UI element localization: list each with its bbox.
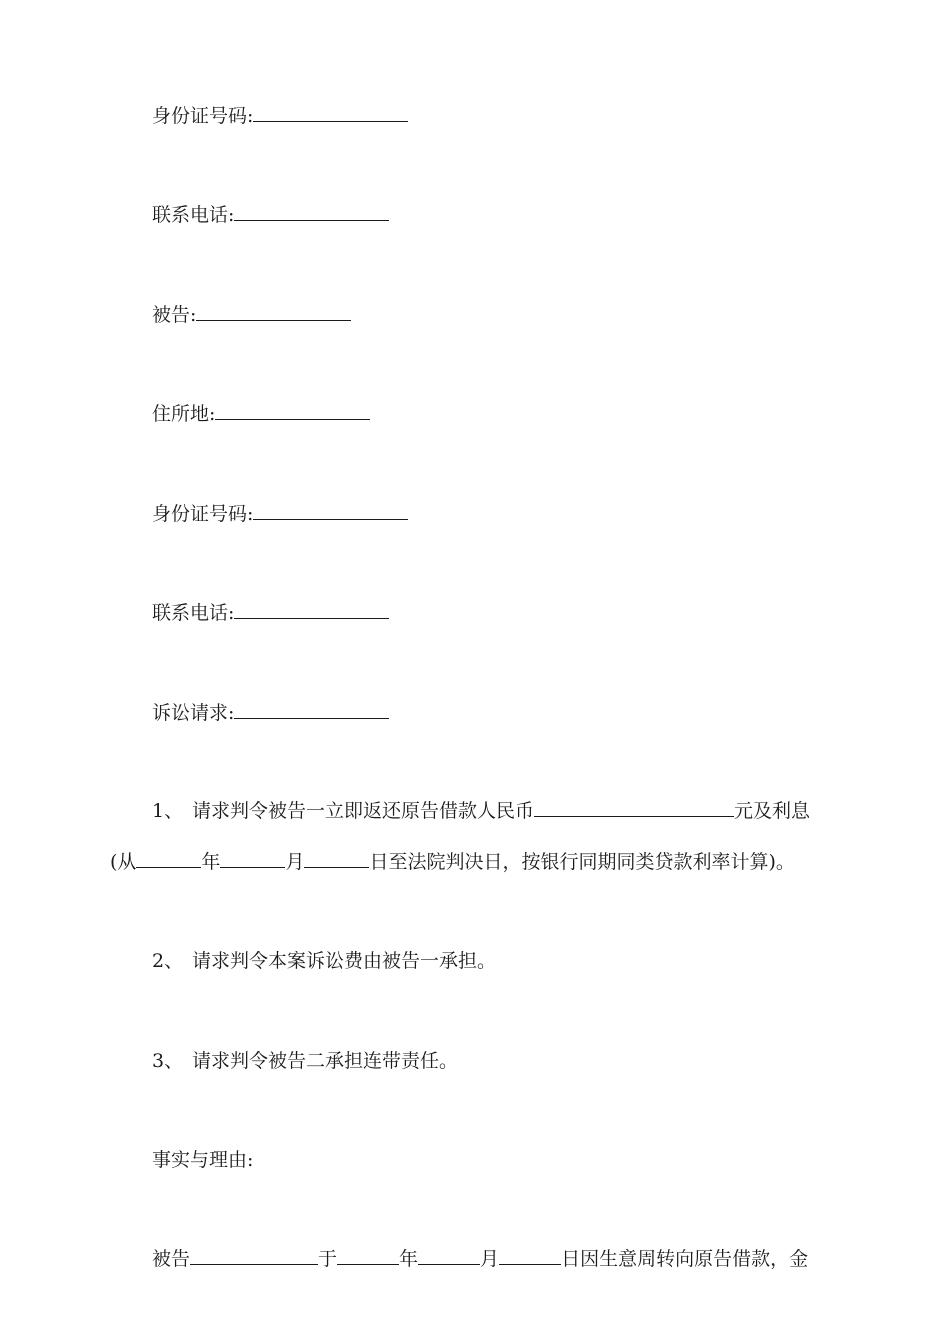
label: 联系电话: <box>152 602 235 624</box>
label: 身份证号码: <box>152 105 254 127</box>
claim-1-line-2 <box>110 850 795 874</box>
label: 被告: <box>152 304 197 326</box>
defendant-text: 被告 <box>152 1248 191 1270</box>
blank-field[interactable] <box>234 701 389 719</box>
id-number-line-2 <box>152 502 408 526</box>
claim-text: 请求判令被告二承担连带责任。 <box>192 1050 459 1072</box>
month-blank[interactable] <box>418 1247 480 1265</box>
defendant-line <box>152 303 351 327</box>
claim-3-line <box>152 1049 458 1073</box>
claim-tail: 元及利息 <box>734 800 811 822</box>
day-blank[interactable] <box>304 850 369 868</box>
defendant-blank[interactable] <box>190 1247 318 1265</box>
month-text: 月 <box>480 1248 500 1270</box>
phone-line-1 <box>152 203 389 227</box>
claim-text: 请求判令被告一立即返还原告借款人民币 <box>192 800 535 822</box>
claim-number: 2、 <box>152 950 184 972</box>
blank-field[interactable] <box>253 104 408 122</box>
address-line <box>152 402 370 426</box>
phone-line-2 <box>152 601 389 625</box>
month-text: 月 <box>285 851 305 873</box>
blank-field[interactable] <box>234 601 389 619</box>
label: 事实与理由: <box>152 1149 254 1171</box>
label: 住所地: <box>152 403 216 425</box>
year-text: 年 <box>201 851 221 873</box>
label: 联系电话: <box>152 204 235 226</box>
claim-1-line-1 <box>152 799 810 823</box>
year-blank[interactable] <box>136 850 201 868</box>
day-blank[interactable] <box>499 1247 561 1265</box>
rest-text: 日至法院判决日，按银行同期同类贷款利率计算)。 <box>369 851 795 873</box>
blank-field[interactable] <box>196 303 351 321</box>
id-number-line-1 <box>152 104 408 128</box>
blank-field[interactable] <box>234 203 389 221</box>
claim-2-line <box>152 949 496 973</box>
blank-field[interactable] <box>215 402 370 420</box>
year-blank[interactable] <box>337 1247 399 1265</box>
from-text: (从 <box>110 851 137 873</box>
facts-heading <box>152 1148 253 1172</box>
facts-line-1 <box>152 1247 808 1271</box>
month-blank[interactable] <box>220 850 285 868</box>
claim-number: 1、 <box>152 800 184 822</box>
claims-heading <box>152 701 389 725</box>
label: 诉讼请求: <box>152 702 235 724</box>
blank-field[interactable] <box>253 502 408 520</box>
claim-text: 请求判令本案诉讼费由被告一承担。 <box>192 950 497 972</box>
on-text: 于 <box>318 1248 338 1270</box>
amount-blank[interactable] <box>534 799 734 817</box>
claim-number: 3、 <box>152 1050 184 1072</box>
year-text: 年 <box>399 1248 419 1270</box>
label: 身份证号码: <box>152 503 254 525</box>
rest-text: 日因生意周转向原告借款，金 <box>561 1248 809 1270</box>
